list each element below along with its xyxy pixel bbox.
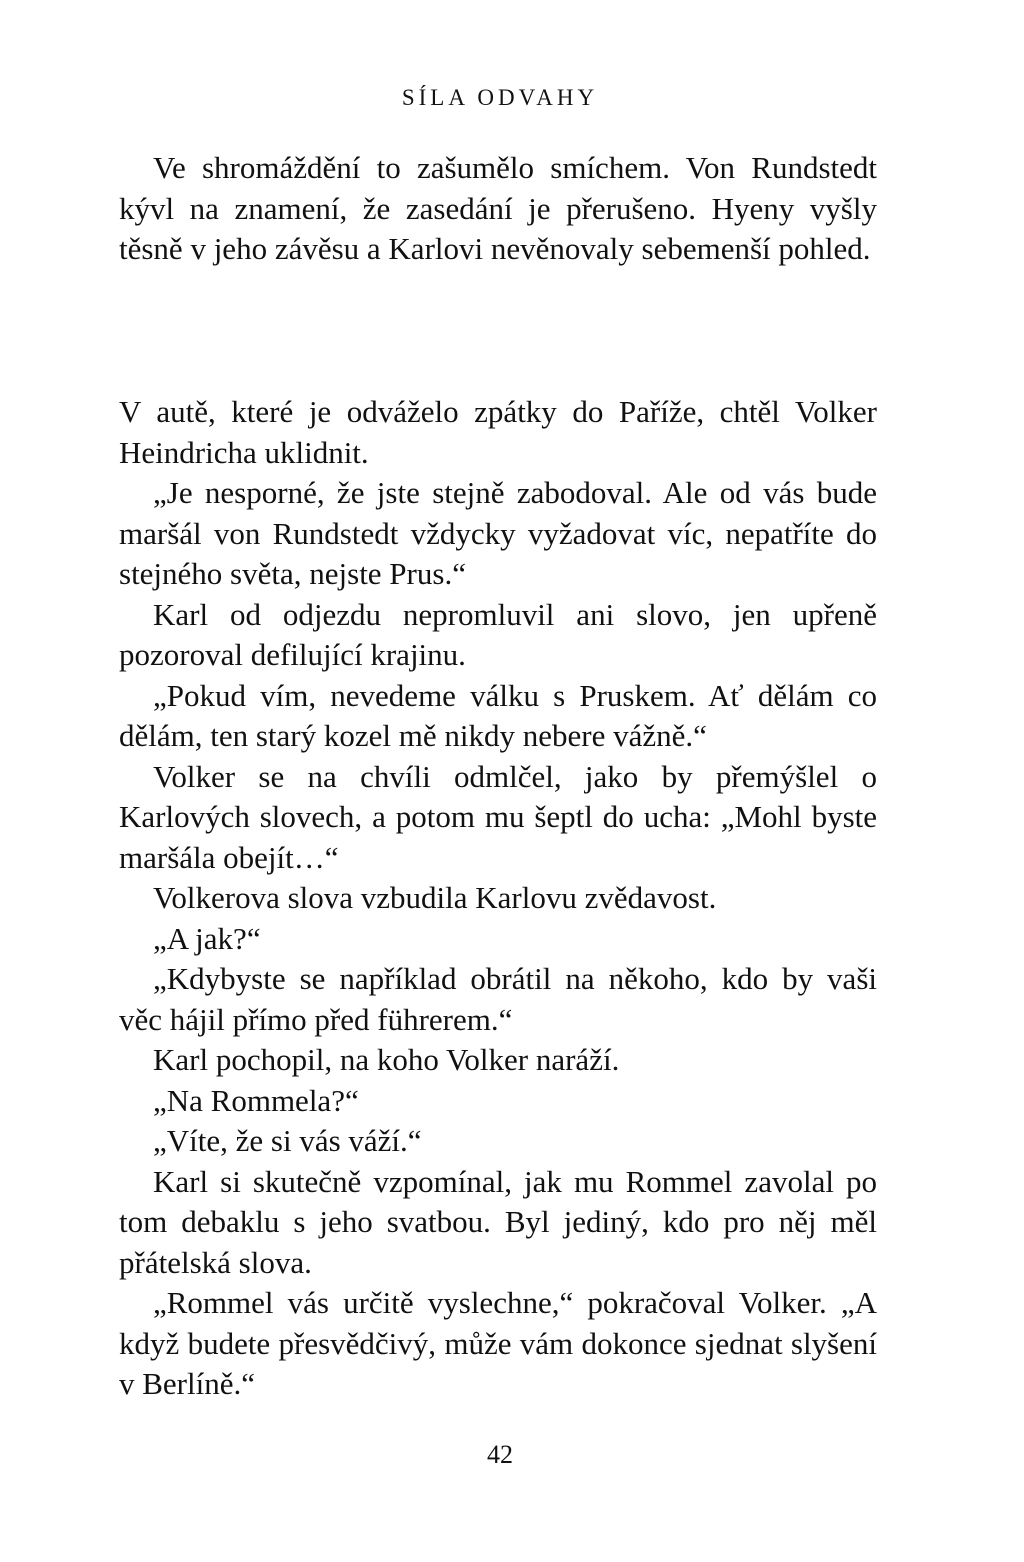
text-section-2 <box>119 392 877 1405</box>
paragraph: Karl pochopil, na koho Volker naráží. <box>153 1042 620 1077</box>
paragraph: V autě, které je odváželo zpátky do Paříže, chtěl Volker Heindricha uklidnit. <box>119 394 877 470</box>
paragraph: „Pokud vím, nevedeme válku s Pruskem. Ať dělám co dělám, ten starý kozel mě nikdy nebere vážně.“ <box>119 677 877 753</box>
paragraph: Volker se na chvíli odmlčel, jako by přemýšlel o Karlových slovech, a potom mu šeptl do ucha: „Mohl byste maršála obejít…“ <box>119 758 877 875</box>
paragraph: Karl od odjezdu nepromluvil ani slovo, jen upřeně pozoroval defilující krajinu. <box>119 596 877 672</box>
paragraph: Volkerova slova vzbudila Karlovu zvědavost. <box>153 880 717 915</box>
paragraph: „Na Rommela?“ <box>153 1082 359 1118</box>
running-head: SÍLA ODVAHY <box>401 85 599 110</box>
paragraph: „Rommel vás určitě vyslechne,“ pokračoval Volker. „A když budete přesvědčivý, může vám dokonce sjednat slyšení v Berlíně.“ <box>119 1285 877 1401</box>
paragraph: Karl si skutečně vzpomínal, jak mu Rommel zavolal po tom debaklu s jeho svatbou. Byl jediný, kdo pro něj měl přátelská slova. <box>119 1163 877 1280</box>
paragraph: „Víte, že si vás váží.“ <box>153 1123 422 1158</box>
page-number: 42 <box>487 1440 513 1469</box>
paragraph: „A jak?“ <box>153 920 261 956</box>
paragraph: Ve shromáždění to zašumělo smíchem. Von Rundstedt kývl na znamení, že zasedání je přerušeno. Hyeny vyšly těsně v jeho závěsu a Karlovi nevěnovaly sebemenší pohled. <box>119 150 877 266</box>
text-section-1 <box>119 148 877 270</box>
paragraph: „Kdybyste se například obrátil na někoho, kdo by vaši věc hájil přímo před führerem.“ <box>119 961 877 1037</box>
paragraph: „Je nesporné, že jste stejně zabodoval. Ale od vás bude maršál von Rundstedt vždycky vyžadovat víc, nepatříte do stejného světa, nejste Prus.“ <box>119 475 877 591</box>
